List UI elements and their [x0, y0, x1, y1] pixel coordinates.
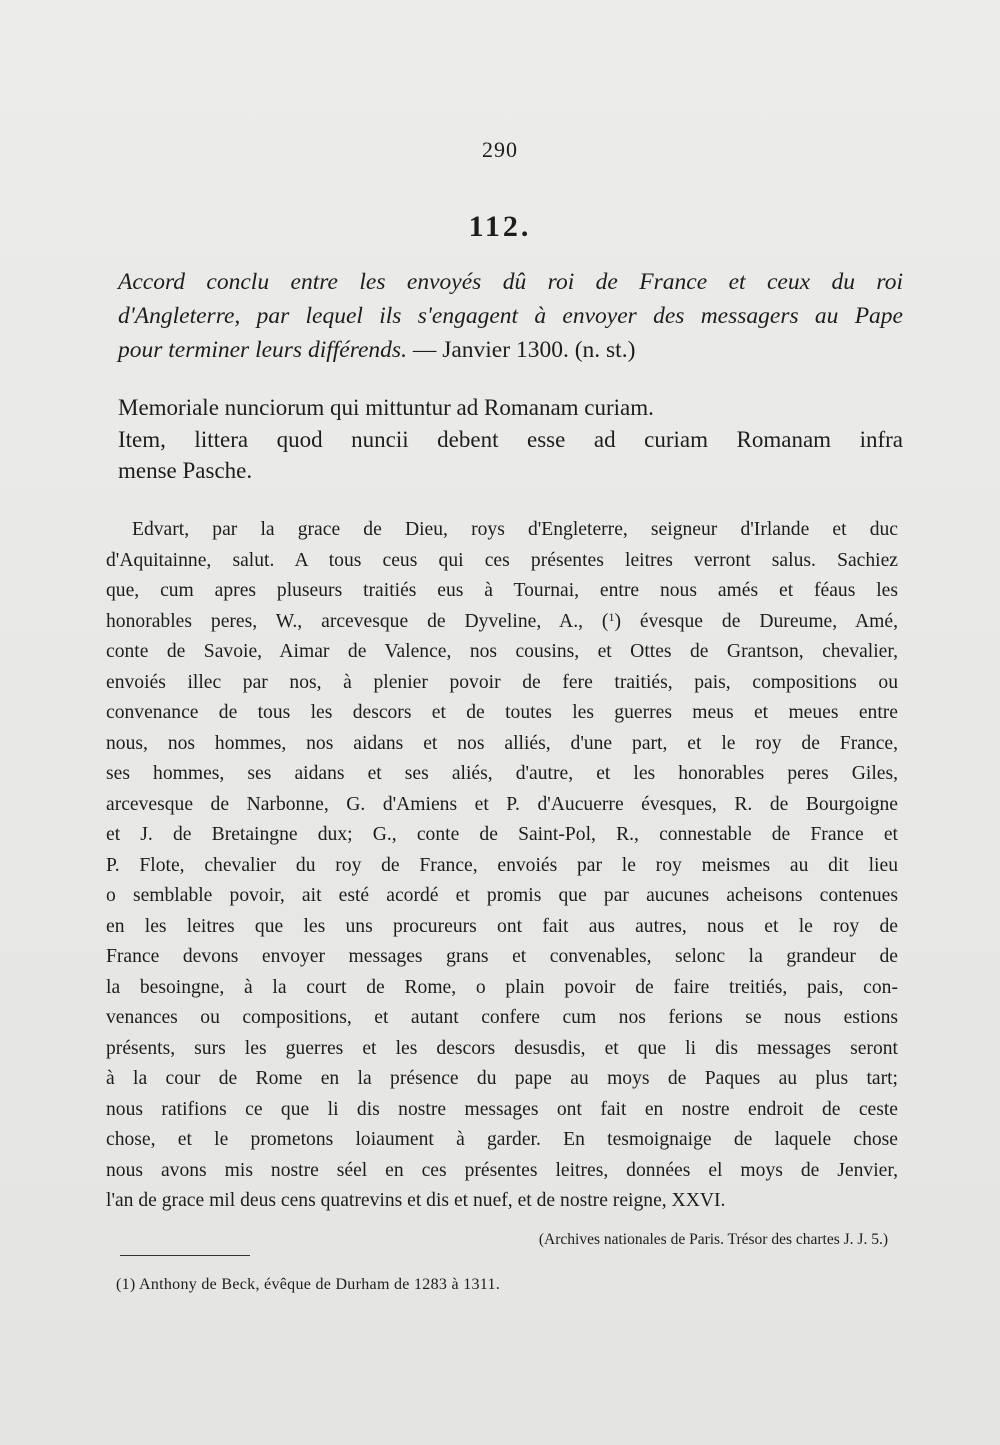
footnote-divider [120, 1255, 250, 1256]
body-line: ses hommes, ses aidans et ses aliés, d'autre, et les honorables peres Giles, [106, 763, 898, 784]
body-line-4-end: ) évesque de Dureume, Amé, [614, 610, 898, 632]
body-line: d'Aquitainne, salut. A tous ceus qui ces présentes leitres verront salus. Sachiez [106, 549, 898, 571]
body-line: France devons envoyer messages grans et convenables, selonc la grandeur de [106, 946, 898, 967]
body-line: nous, nos hommes, nos aidans et nos alliés, d'une part, et le roy de France, [106, 732, 898, 754]
archival-source: (Archives nationales de Paris. Trésor des chartes J. J. 5.) [538, 1231, 888, 1248]
body-line: que, cum apres pluseurs traitiés eus à Tournai, entre nous amés et féaus les [106, 580, 898, 601]
body-line: o semblable povoir, ait esté acordé et promis que par aucunes acheisons contenues [106, 885, 898, 906]
body-line: nous avons mis nostre séel en ces présentes leitres, données el moys de Jenvier, [106, 1159, 898, 1181]
document-number: 112. [468, 210, 532, 243]
body-line: conte de Savoie, Aimar de Valence, nos cousins, et Ottes de Grantson, chevalier, [106, 641, 898, 662]
body-line: Edvart, par la grace de Dieu, roys d'Engleterre, seigneur d'Irlande et duc [132, 519, 898, 540]
body-line: arcevesque de Narbonne, G. d'Amiens et P. d'Aucuerre évesques, R. de Bourgoigne [106, 793, 898, 815]
body-line: l'an de grace mil deus cens quatrevins et dis et nuef, et de nostre reigne, XXVI. [106, 1190, 726, 1211]
page-number: 290 [482, 137, 518, 162]
latin-line-3: mense Pasche. [118, 458, 253, 483]
body-line: chose, et le prometons loiaument à garder. En tesmoignaige de laquele chose [106, 1129, 898, 1150]
latin-line-2: Item, littera quod nuncii debent esse ad curiam Romanam infra [118, 426, 903, 452]
title-line-2: d'Angleterre, par lequel ils s'engagent à envoyer des messagers au Pape [118, 303, 903, 329]
body-line: envoiés illec par nos, à plenier povoir de fere traitiés, pais, compositions ou [106, 671, 898, 693]
document-body [106, 515, 898, 1217]
footnote: (1) Anthony de Beck, évêque de Durham de 1283 à 1311. [116, 1276, 501, 1293]
body-line: convenance de tous les descors et de toutes les guerres meus et meues entre [106, 702, 898, 723]
footnote-reference: 1 [608, 609, 615, 624]
body-line-4-start: honorables peres, W., arcevesque de Dyveline, A., ( [106, 610, 609, 632]
body-line: et J. de Bretaingne dux; G., conte de Saint-Pol, R., connestable de France et [106, 824, 898, 845]
title-line-3-italic: pour terminer leurs différends. [118, 337, 407, 363]
latin-line-1: Memoriale nunciorum qui mittuntur ad Romanam curiam. [118, 395, 654, 420]
title-date: — Janvier 1300. (n. st.) [406, 337, 636, 363]
body-line: à la cour de Rome en la présence du pape au moys de Paques au plus tart; [106, 1068, 898, 1089]
body-line: en les leitres que les uns procureurs ont fait aus autres, nous et le roy de [106, 915, 898, 937]
body-line: présents, surs les guerres et les descors desusdis, et que li dis messages seront [106, 1037, 898, 1059]
title-line-3 [118, 333, 903, 367]
body-line: nous ratifions ce que li dis nostre messages ont fait en nostre endroit de ceste [106, 1098, 898, 1120]
latin-summary [118, 392, 903, 487]
document-title [118, 265, 903, 367]
body-line: venances ou compositions, et autant confere cum nos ferions se nous estions [106, 1007, 898, 1028]
body-line: P. Flote, chevalier du roy de France, envoiés par le roy meismes au dit lieu [106, 854, 898, 876]
body-line: la besoingne, à la court de Rome, o plain povoir de faire treitiés, pais, con- [106, 976, 898, 998]
body-line-with-footnote [106, 607, 898, 638]
title-line-1: Accord conclu entre les envoyés dû roi de France et ceux du roi [118, 269, 903, 295]
